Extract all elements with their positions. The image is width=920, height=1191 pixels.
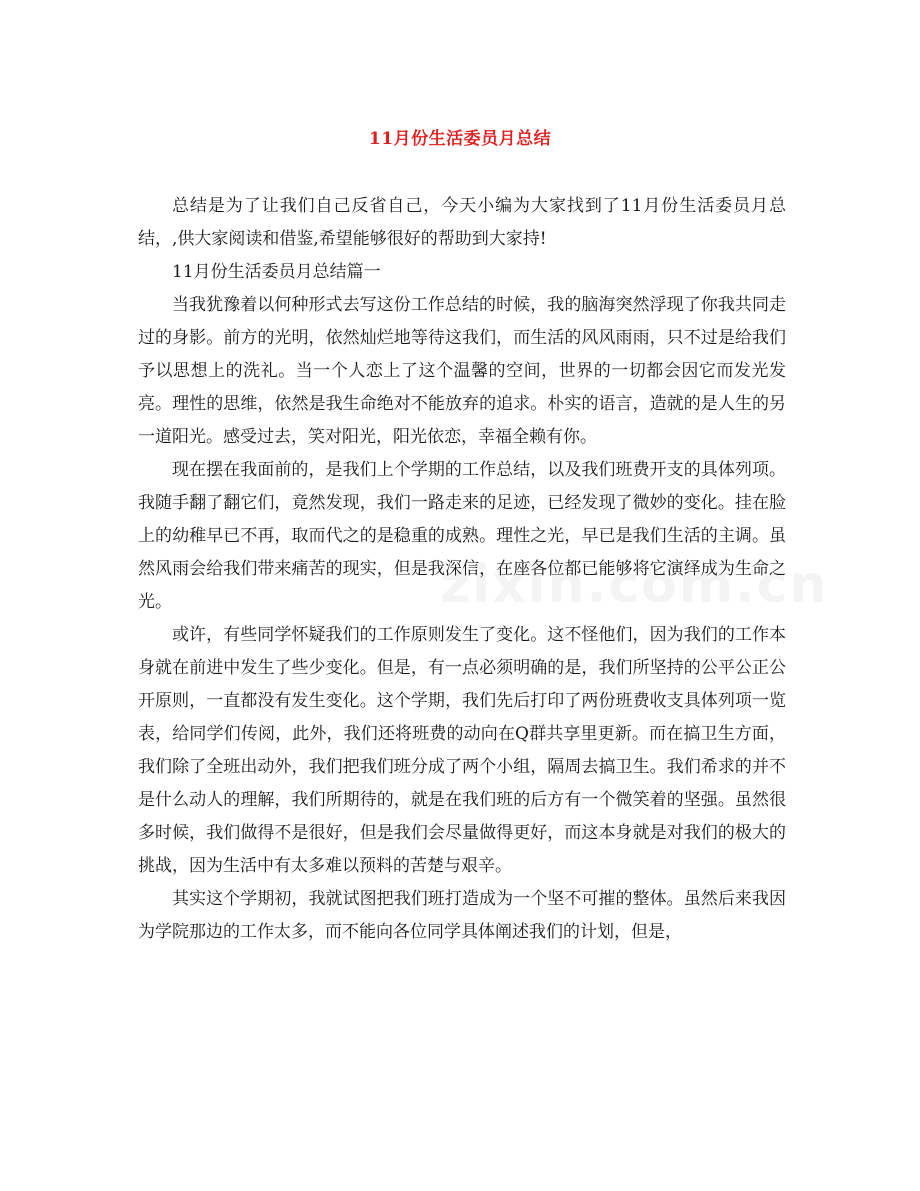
body-paragraph: 或许，有些同学怀疑我们的工作原则发生了变化。这不怪他们，因为我们的工作本身就在前进中发生了些少变化。但是，有一点必须明确的是，我们所坚持的公平公正公开原则，一直都没有发生变化。这个学期，我们先后打印了两份班费收支具体列项一览表，给同学们传阅，此外，我们还将班费的动向在Q群共享里更新。而在搞卫生方面，我们除了全班出动外，我们把我们班分成了两个小组，隔周去搞卫生。我们希求的并不是什么动人的理解，我们所期待的，就是在我们班的后方有一个微笑着的坚强。虽然很多时候，我们做得不是很好，但是我们会尽量做得更好，而这本身就是对我们的极大的挑战，因为生活中有太多难以预料的苦楚与艰辛。 [138, 625, 786, 876]
document-title: 11月份生活委员月总结 [368, 129, 552, 149]
body-paragraph: 其实这个学期初，我就试图把我们班打造成为一个坚不可摧的整体。虽然后来我因为学院那边的工作太多，而不能向各位同学具体阐述我们的计划，但是， [138, 889, 786, 942]
document-body [138, 190, 786, 949]
section-heading: 11月份生活委员月总结篇一 [172, 262, 381, 282]
body-paragraph: 现在摆在我面前的，是我们上个学期的工作总结，以及我们班费开支的具体列项。我随手翻了翻它们，竟然发现，我们一路走来的足迹，已经发现了微妙的变化。挂在脸上的幼稚早已不再，取而代之的是稳重的成熟。理性之光，早已是我们生活的主调。虽然风雨会给我们带来痛苦的现实，但是我深信，在座各位都已能够将它演绎成为生命之光。 [138, 460, 786, 612]
body-paragraph: 当我犹豫着以何种形式去写这份工作总结的时候，我的脑海突然浮现了你我共同走过的身影。前方的光明，依然灿烂地等待这我们，而生活的风风雨雨，只不过是给我们予以思想上的洗礼。当一个人恋上了这个温馨的空间，世界的一切都会因它而发光发亮。理性的思维，依然是我生命绝对不能放弃的追求。朴实的语言，造就的是人生的另一道阳光。感受过去，笑对阳光，阳光依恋，幸福全赖有你。 [138, 295, 786, 447]
intro-paragraph: 总结是为了让我们自己反省自己，今天小编为大家找到了11月份生活委员月总结，,供大家阅读和借鉴,希望能够很好的帮助到大家持! [138, 196, 786, 249]
